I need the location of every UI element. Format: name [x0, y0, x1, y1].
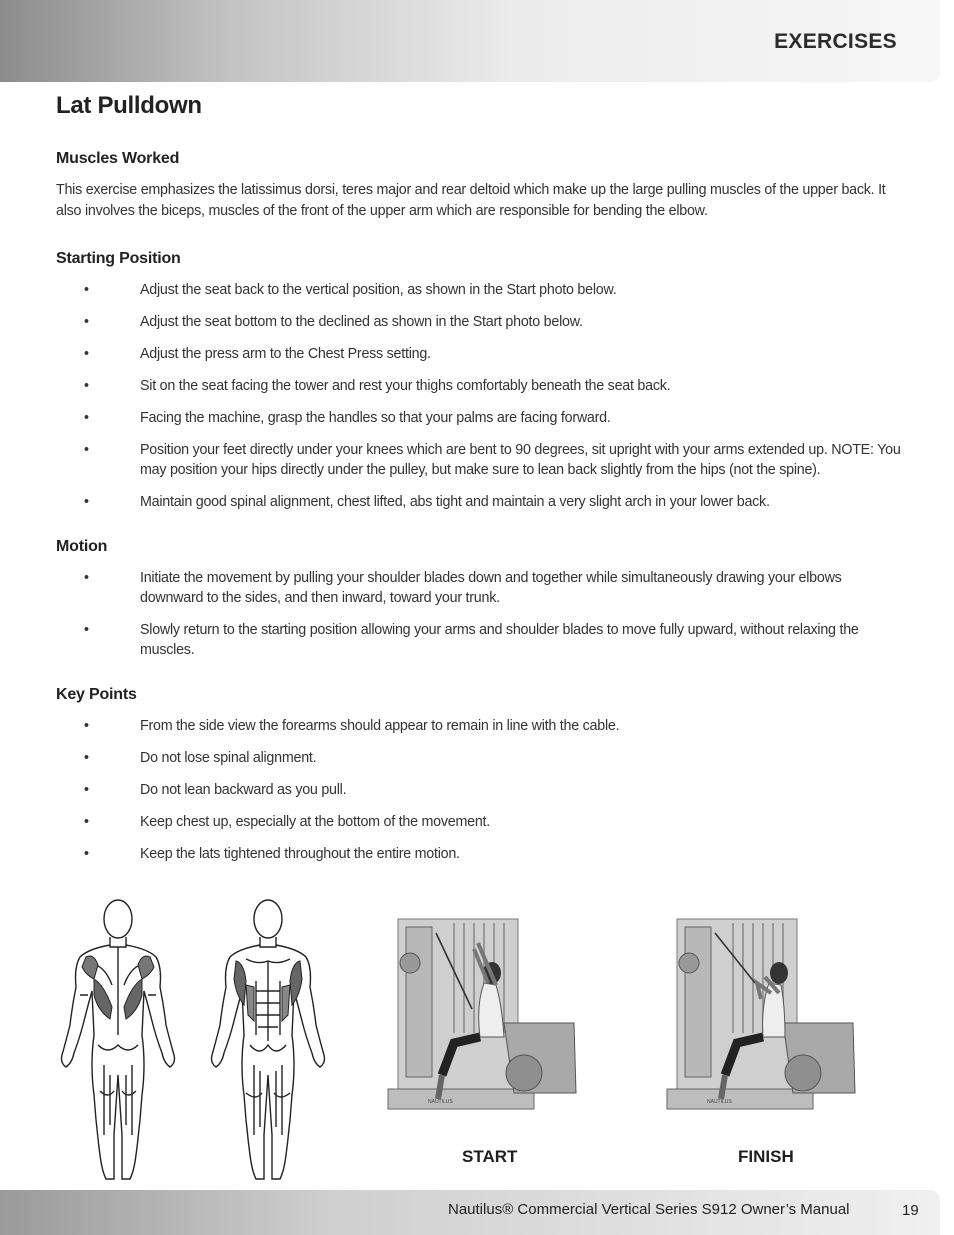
bullet-icon: •: [84, 782, 89, 798]
bullet-icon: •: [84, 442, 89, 458]
list-item: [56, 376, 901, 396]
footer-manual-title: Nautilus® Commercial Vertical Series S912 Owner’s Manual: [448, 1201, 850, 1218]
list-item: [56, 312, 901, 332]
list-item: [56, 280, 901, 300]
start-caption: START: [462, 1147, 518, 1166]
list-item: [56, 620, 901, 660]
machine-brand-label: NAUTILUS: [707, 1099, 732, 1105]
start-photo: [384, 913, 600, 1119]
list-item-text: Facing the machine, grasp the handles so that your palms are facing forward.: [140, 410, 611, 426]
bullet-icon: •: [84, 410, 89, 426]
bullet-icon: •: [84, 314, 89, 330]
list-item-text: Position your feet directly under your knees which are bent to 90 degrees, sit upright with your arms extended up. NOTE: You may position your hips directly under the pulley, but make sure to lean back slightly from the hips (not the spine).: [140, 442, 901, 478]
list-item-text: From the side view the forearms should appear to remain in line with the cable.: [140, 718, 620, 734]
list-item-text: Sit on the seat facing the tower and rest your thighs comfortably beneath the seat back.: [140, 378, 671, 394]
motion-list: [56, 568, 901, 660]
list-item-text: Adjust the press arm to the Chest Press setting.: [140, 346, 431, 362]
list-item-text: Do not lose spinal alignment.: [140, 750, 317, 766]
list-item-text: Slowly return to the starting position allowing your arms and shoulder blades to move fully upward, without relaxing the muscles.: [140, 622, 859, 658]
bullet-icon: •: [84, 570, 89, 586]
page-number: 19: [902, 1202, 919, 1219]
key-points-list: [56, 716, 901, 864]
list-item: [56, 408, 901, 428]
bullet-icon: •: [84, 346, 89, 362]
list-item: [56, 440, 901, 480]
section-label: EXERCISES: [774, 30, 897, 53]
list-item-text: Maintain good spinal alignment, chest lifted, abs tight and maintain a very slight arch in your lower back.: [140, 494, 770, 510]
list-item: [56, 812, 901, 832]
list-item: [56, 344, 901, 364]
figures-area: [0, 893, 954, 1183]
list-item-text: Do not lean backward as you pull.: [140, 782, 347, 798]
motion-heading: Motion: [56, 538, 108, 555]
list-item: [56, 780, 901, 800]
key-points-heading: Key Points: [56, 686, 137, 703]
bullet-icon: •: [84, 378, 89, 394]
list-item-text: Keep chest up, especially at the bottom of the movement.: [140, 814, 490, 830]
list-item-text: Adjust the seat bottom to the declined as shown in the Start photo below.: [140, 314, 583, 330]
anatomy-back-figure: [52, 895, 184, 1183]
bullet-icon: •: [84, 814, 89, 830]
list-item: [56, 748, 901, 768]
bullet-icon: •: [84, 750, 89, 766]
muscles-worked-heading: Muscles Worked: [56, 150, 180, 167]
bullet-icon: •: [84, 494, 89, 510]
anatomy-front-figure: [200, 895, 336, 1183]
starting-position-heading: Starting Position: [56, 250, 181, 267]
bullet-icon: •: [84, 846, 89, 862]
list-item-text: Initiate the movement by pulling your shoulder blades down and together while simultaneously drawing your elbows downward to the sides, and then inward, toward your trunk.: [140, 570, 842, 606]
list-item-text: Adjust the seat back to the vertical position, as shown in the Start photo below.: [140, 282, 617, 298]
list-item-text: Keep the lats tightened throughout the entire motion.: [140, 846, 460, 862]
list-item: [56, 844, 901, 864]
finish-caption: FINISH: [738, 1147, 794, 1166]
page-title: Lat Pulldown: [56, 92, 202, 119]
list-item: [56, 716, 901, 736]
bullet-icon: •: [84, 282, 89, 298]
muscles-worked-text: This exercise emphasizes the latissimus dorsi, teres major and rear deltoid which make up the large pulling muscles of the upper back. It also involves the biceps, muscles of the front of the upper arm which are responsible for bending the elbow.: [56, 182, 886, 219]
bullet-icon: •: [84, 622, 89, 638]
machine-brand-label: NAUTILUS: [428, 1099, 453, 1105]
content: [56, 150, 901, 890]
list-item: [56, 568, 901, 608]
finish-photo: [663, 913, 879, 1119]
list-item: [56, 492, 901, 512]
bullet-icon: •: [84, 718, 89, 734]
starting-position-list: [56, 280, 901, 512]
